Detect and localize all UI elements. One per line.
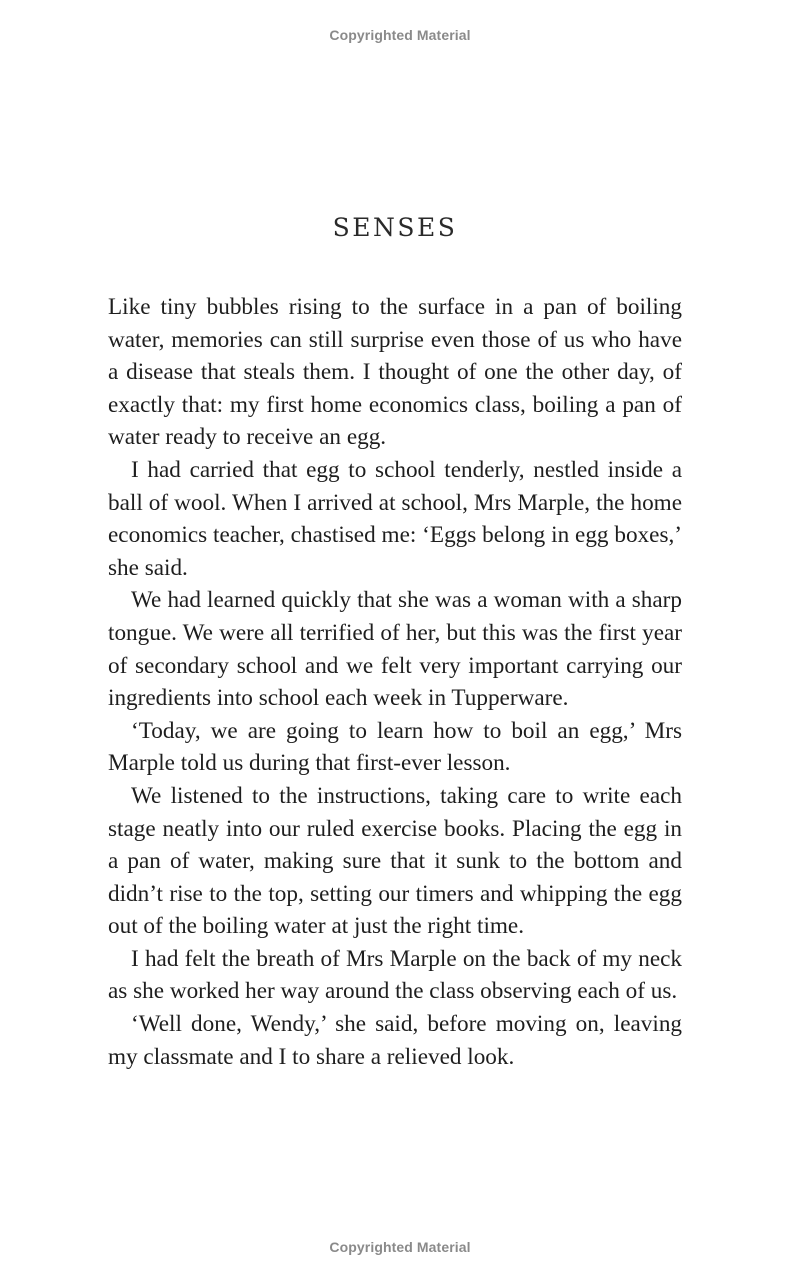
copyright-watermark-bottom: Copyrighted Material <box>329 1239 471 1255</box>
chapter-title: SENSES <box>332 212 458 242</box>
paragraph: ‘Well done, Wendy,’ she said, before moving on, leaving my classmate and I to share a relieved look. <box>108 1011 682 1070</box>
paragraph: I had felt the breath of Mrs Marple on the back of my neck as she worked her way around the class observing each of us. <box>108 945 682 1005</box>
paragraph: Like tiny bubbles rising to the surface in a pan of boiling water, memories can still surprise even those of us who have a disease that steals them. I thought of one the other day, of exactly that: my first home economics class, boiling a pan of water ready to receive an egg. <box>108 294 682 451</box>
paragraph: We had learned quickly that she was a woman with a sharp tongue. We were all terrified of her, but this was the first year of secondary school and we felt very important carrying our ingredients into school each week in Tupperware. <box>108 587 682 712</box>
paragraph: ‘Today, we are going to learn how to boil an egg,’ Mrs Marple told us during that first-ever lesson. <box>108 717 682 777</box>
chapter-body <box>108 291 682 1073</box>
paragraph: I had carried that egg to school tenderly, nestled inside a ball of wool. When I arrived at school, Mrs Marple, the home economics teacher, chastised me: ‘Eggs belong in egg boxes,’ she said. <box>108 456 682 581</box>
copyright-watermark-top: Copyrighted Material <box>329 27 471 43</box>
paragraph: We listened to the instructions, taking care to write each stage neatly into our ruled exercise books. Placing the egg in a pan of water, making sure that it sunk to the bottom and didn’t rise to the top, setting our timers and whipping the egg out of the boiling water at just the right time. <box>108 782 682 940</box>
